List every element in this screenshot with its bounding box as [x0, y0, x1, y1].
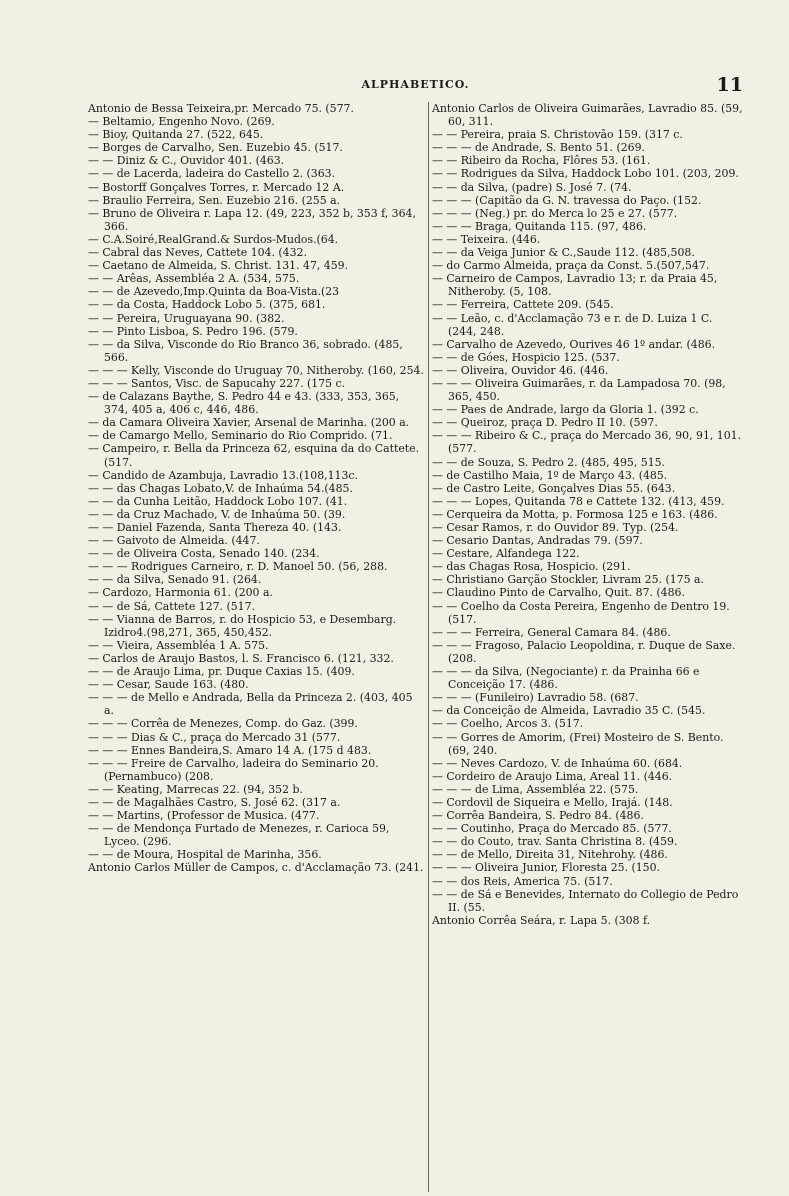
- directory-entry: — Cerqueira da Motta, p. Formosa 125 e 163. (486.: [432, 507, 718, 521]
- directory-entry: — — Coutinho, Praça do Mercado 85. (577.: [432, 822, 672, 836]
- directory-entry: — Caetano de Almeida, S. Christ. 131. 47, 459.: [88, 259, 349, 273]
- page-title: ALPHABETICO.: [361, 78, 470, 91]
- directory-entry: — — de Góes, Hospicio 125. (537.: [432, 350, 620, 364]
- directory-entry: — Campeiro, r. Bella da Princeza 62, esquina da do Cattete.(517.: [88, 442, 420, 469]
- directory-entry: — Claudino Pinto de Carvalho, Quit. 87. (486.: [432, 586, 685, 600]
- directory-entry: — — da Silva, Visconde do Rio Branco 36, sobrado. (485, 566.: [88, 337, 403, 364]
- directory-entry: — — Coelho da Costa Pereira, Engenho de Dentro 19. (517.: [432, 599, 730, 626]
- directory-entry: Antonio Carlos de Oliveira Guimarães, Lavradio 85. (59, 60, 311.: [432, 102, 743, 129]
- left-column: [88, 102, 424, 875]
- directory-entry: — Carneiro de Campos, Lavradio 13; r. da Praia 45, Nitheroby. (5, 108.: [432, 272, 718, 299]
- directory-entry: — da Camara Oliveira Xavier, Arsenal de Marinha. (200 a.: [88, 416, 410, 430]
- directory-entry: — — Paes de Andrade, largo da Gloria 1. (392 c.: [432, 403, 699, 417]
- directory-entry: — — — Fragoso, Palacio Leopoldina, r. Duque de Saxe. (208.: [432, 638, 736, 665]
- directory-entry: — — da Costa, Haddock Lobo 5. (375, 681.: [88, 298, 326, 312]
- directory-entry: — — Gaivoto de Almeida. (447.: [88, 534, 260, 548]
- directory-entry: — — Martins, (Professor de Musica. (477.: [88, 809, 320, 823]
- directory-entry: — — — Corrêa de Menezes, Comp. do Gaz. (399.: [88, 717, 358, 731]
- directory-entry: — — — Dias & C., praça do Mercado 31 (577.: [88, 730, 341, 744]
- directory-entry: — — Pereira, praia S. Christovão 159. (317 c.: [432, 128, 683, 142]
- directory-entry: — — Rodrigues da Silva, Haddock Lobo 101. (203, 209.: [432, 167, 739, 181]
- directory-entry: — — de Moura, Hospital de Marinha, 356.: [88, 848, 322, 862]
- directory-entry: Antonio Corrêa Seára, r. Lapa 5. (308 f.: [432, 913, 651, 927]
- directory-entry: — Cordovil de Siqueira e Mello, Irajá. (148.: [432, 795, 673, 809]
- directory-entry: — Candido de Azambuja, Lavradio 13.(108,113c.: [88, 468, 358, 482]
- directory-entry: — de Castilho Maia, 1º de Março 43. (485.: [432, 468, 668, 482]
- column-divider: [428, 102, 429, 1192]
- directory-entry: — — do Couto, trav. Santa Christina 8. (459.: [432, 835, 678, 849]
- directory-entry: — de Castro Leite, Gonçalves Dias 55. (643.: [432, 481, 676, 495]
- directory-entry: — — Daniel Fazenda, Santa Thereza 40. (143.: [88, 521, 342, 534]
- directory-entry: — — — de Lima, Assembléa 22. (575.: [432, 782, 639, 796]
- directory-entry: — — — Oliveira Guimarães, r. da Lampadosa 70. (98, 365, 450.: [432, 376, 726, 404]
- directory-entry: — — de Lacerda, ladeira do Castello 2. (363.: [88, 167, 336, 181]
- directory-entry: Antonio Carlos Müller de Campos, c. d'Acclamação 73. (241.: [88, 861, 424, 875]
- directory-entry: — — — Braga, Quitanda 115. (97, 486.: [432, 219, 647, 233]
- directory-entry: — Corrêa Bandeira, S. Pedro 84. (486.: [432, 809, 644, 823]
- directory-entry: — — — Lopes, Quitanda 78 e Cattete 132. (413, 459.: [432, 494, 725, 508]
- directory-entry: — — de Souza, S. Pedro 2. (485, 495, 515.: [432, 455, 666, 469]
- directory-entry: — — de Magalhães Castro, S. José 62. (317 a.: [88, 795, 341, 809]
- directory-entry: — Cabral das Neves, Cattete 104. (432.: [88, 246, 307, 260]
- directory-entry: — — — de Andrade, S. Bento 51. (269.: [432, 141, 645, 155]
- page-number: 11: [716, 74, 743, 96]
- directory-entry: — — de Mendonça Furtado de Menezes, r. Carioca 59, Lyceo. (296.: [88, 822, 390, 849]
- directory-entry: — — Keating, Marrecas 22. (94, 352 b.: [88, 782, 303, 796]
- directory-entry: — — de Araujo Lima, pr. Duque Caxias 15. (409.: [88, 665, 355, 679]
- directory-entry: — — Pinto Lisboa, S. Pedro 196. (579.: [88, 324, 298, 338]
- directory-entry: — Carlos de Araujo Bastos, l. S. Francisco 6. (121, 332.: [88, 651, 394, 665]
- directory-entry: — Braulio Ferreira, Sen. Euzebio 216. (255 a.: [88, 193, 341, 207]
- directory-entry: — — Arêas, Assembléa 2 A. (534, 575.: [88, 272, 300, 286]
- directory-entry: — Christiano Garção Stockler, Livram 25. (175 a.: [432, 573, 704, 587]
- directory-entry: — — Oliveira, Ouvidor 46. (446.: [432, 363, 609, 377]
- directory-entry: — — Ribeiro da Rocha, Flôres 53. (161.: [432, 154, 651, 168]
- directory-entry: — Bioy, Quitanda 27. (522, 645.: [88, 128, 264, 142]
- directory-entry: — — Pereira, Uruguayana 90. (382.: [88, 311, 285, 325]
- directory-entry: — — — Ferreira, General Camara 84. (486.: [432, 625, 671, 639]
- directory-entry: — — de Sá e Benevides, Internato do Collegio de Pedro II. (55.: [432, 887, 739, 914]
- directory-entry: — — Vianna de Barros, r. do Hospicio 53, e Desembarg. Izidro4.(98,271, 365, 450,452.: [88, 612, 397, 639]
- directory-entry: — — de Azevedo,Imp.Quinta da Boa-Vista.(23: [88, 285, 340, 299]
- directory-entry: — — Cesar, Saude 163. (480.: [88, 678, 249, 692]
- directory-entry: — — da Cunha Leitão, Haddock Lobo 107. (41.: [88, 494, 348, 508]
- directory-entry: — — — Freire de Carvalho, ladeira do Seminario 20. (Pernambuco) (208.: [88, 756, 379, 783]
- directory-entry: — — — Kelly, Visconde do Uruguay 70, Nitheroby. (160, 254.: [88, 363, 424, 377]
- directory-entry: — da Conceição de Almeida, Lavradio 35 C. (545.: [432, 704, 706, 718]
- directory-entry: — — das Chagas Lobato,V. de Inhaúma 54.(485.: [88, 481, 353, 495]
- directory-entry: — — — (Capitão da G. N. travessa do Paço. (152.: [432, 193, 702, 207]
- directory-entry: — Bruno de Oliveira r. Lapa 12. (49, 223, 352 b, 353 f, 364, 366.: [88, 206, 416, 233]
- directory-entry: — Cardozo, Harmonia 61. (200 a.: [88, 586, 273, 600]
- directory-entry: — — — Rodrigues Carneiro, r. D. Manoel 50. (56, 288.: [88, 560, 388, 574]
- directory-entry: — — da Silva, (padre) S. José 7. (74.: [432, 180, 632, 194]
- directory-entry: — Carvalho de Azevedo, Ourives 46 1º andar. (486.: [432, 337, 716, 351]
- directory-entry: — — de Mello, Direita 31, Nitehrohy. (486.: [432, 848, 668, 862]
- directory-entry: — — dos Reis, America 75. (517.: [432, 874, 613, 888]
- directory-entry: — — — Oliveira Junior, Floresta 25. (150.: [432, 861, 661, 875]
- directory-entry: Antonio de Bessa Teixeira,pr. Mercado 75. (577.: [88, 102, 354, 115]
- directory-entry: — — — Ribeiro & C., praça do Mercado 36, 90, 91, 101. (577.: [432, 429, 742, 456]
- right-column: [432, 102, 743, 927]
- directory-entry: — Cesar Ramos, r. do Ouvidor 89. Typ. (254.: [432, 521, 679, 534]
- directory-entry: — — Ferreira, Cattete 209. (545.: [432, 298, 614, 312]
- directory-entry: — — — de Mello e Andrada, Bella da Princeza 2. (403, 405 a.: [88, 691, 413, 718]
- directory-entry: — Beltamio, Engenho Novo. (269.: [88, 115, 275, 129]
- directory-entry: — — de Oliveira Costa, Senado 140. (234.: [88, 547, 320, 561]
- directory-entry: — — Leão, c. d'Acclamação 73 e r. de D. Luiza 1 C. (244, 248.: [432, 311, 713, 338]
- directory-entry: — Cordeiro de Araujo Lima, Areal 11. (446.: [432, 769, 673, 783]
- directory-entry: — — — da Silva, (Negociante) r. da Prainha 66 e Conceição 17. (486.: [432, 665, 700, 692]
- directory-entry: — — da Cruz Machado, V. de Inhaúma 50. (39.: [88, 507, 346, 521]
- directory-entry: — Borges de Carvalho, Sen. Euzebio 45. (517.: [88, 141, 343, 155]
- directory-entry: — do Carmo Almeida, praça da Const. 5.(507,547.: [432, 259, 710, 273]
- directory-entry: — — Vieira, Assembléa 1 A. 575.: [88, 638, 269, 652]
- page-header: [88, 74, 743, 98]
- directory-entry: — das Chagas Rosa, Hospicio. (291.: [432, 560, 631, 574]
- directory-entry: — — — Santos, Visc. de Sapucahy 227. (175 c.: [88, 376, 346, 390]
- directory-entry: — de Camargo Mello, Seminario do Rio Comprido. (71.: [88, 429, 393, 443]
- directory-entry: — — Queiroz, praça D. Pedro II 10. (597.: [432, 416, 658, 430]
- directory-entry: — Cestare, Alfandega 122.: [432, 547, 580, 561]
- directory-entry: — C.A.Soiré,RealGrand.& Surdos-Mudos.(64.: [88, 232, 339, 246]
- directory-entry: — — Neves Cardozo, V. de Inhaúma 60. (684.: [432, 756, 683, 770]
- directory-entry: — — da Silva, Senado 91. (264.: [88, 573, 262, 587]
- directory-entry: — — da Veiga Junior & C.,Saude 112. (485,508.: [432, 246, 695, 260]
- directory-entry: — — Gorres de Amorim, (Frei) Mosteiro de S. Bento. (69, 240.: [432, 730, 724, 757]
- directory-entry: — — Diniz & C., Ouvidor 401. (463.: [88, 154, 285, 168]
- directory-entry: — — Coelho, Arcos 3. (517.: [432, 717, 584, 731]
- directory-entry: — — — (Neg.) pr. do Merca lo 25 e 27. (577.: [432, 206, 678, 220]
- directory-entry: — Bostorff Gonçalves Torres, r. Mercado 12 A.: [88, 180, 345, 194]
- directory-entry: — Cesario Dantas, Andradas 79. (597.: [432, 534, 643, 548]
- directory-entry: — — — (Funileiro) Lavradio 58. (687.: [432, 691, 639, 705]
- directory-entry: — — de Sá, Cattete 127. (517.: [88, 599, 255, 613]
- directory-entry: — — Teixeira. (446.: [432, 232, 541, 246]
- directory-entry: — de Calazans Baythe, S. Pedro 44 e 43. (333, 353, 365, 374, 405 a, 406 c, 446, 486.: [88, 390, 400, 417]
- directory-entry: — — — Ennes Bandeira,S. Amaro 14 A. (175 d 483.: [88, 743, 372, 757]
